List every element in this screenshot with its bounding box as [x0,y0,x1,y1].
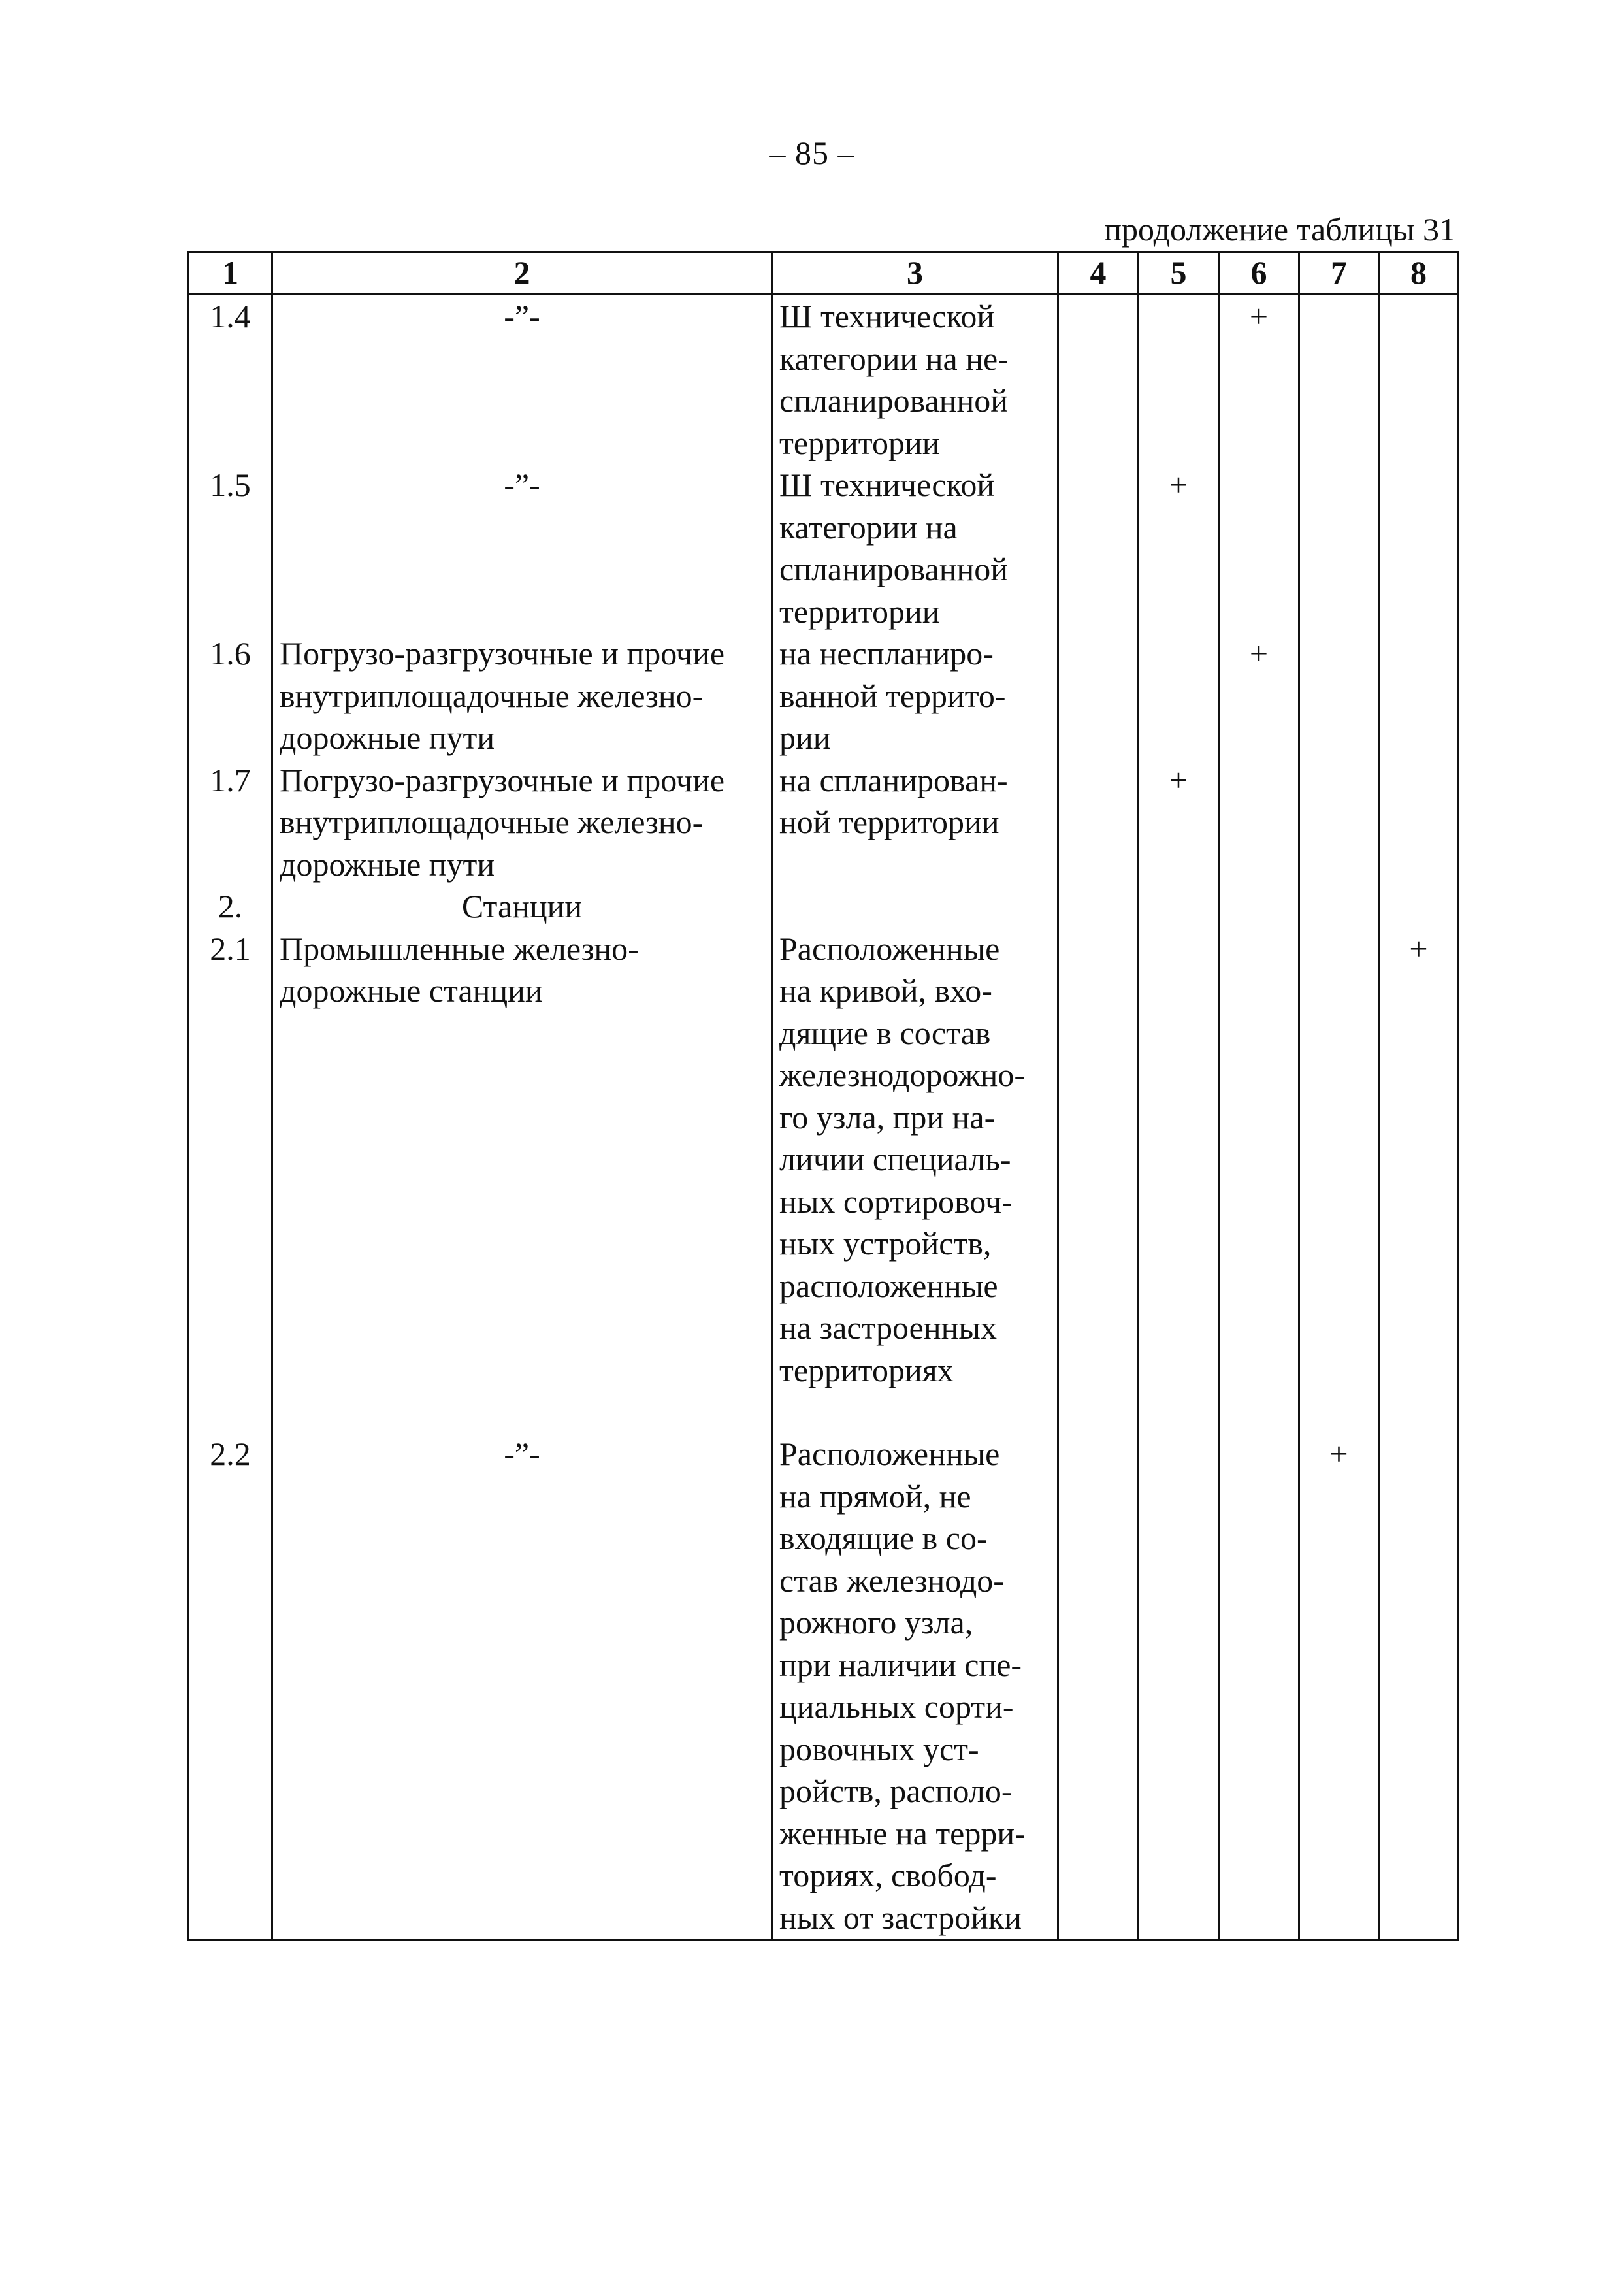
row-name [272,1433,772,1940]
header-col-6: 6 [1219,252,1299,295]
header-col-3: 3 [772,252,1058,295]
mark-col-8 [1379,1433,1459,1940]
row-number: 1.4 [189,295,272,465]
page-number: – 85 – [769,135,855,171]
description-line: ториях, свобод- [779,1857,997,1893]
table-row [189,632,1459,759]
description-line: расположенные [779,1267,998,1304]
description-line: рии [779,719,831,756]
description-line: рожного узла, [779,1604,973,1641]
row-number: 2. [189,885,272,928]
mark-col-8 [1379,295,1459,465]
description-line: ровочных уст- [779,1730,979,1767]
row-name [272,632,772,759]
description-line: ной территории [779,804,999,840]
table-continuation-label: продолжение таблицы 31 [1104,211,1455,248]
description-line: на неспланиро- [779,635,994,672]
description-line: Расположенные [779,1435,1000,1472]
mark-col-4 [1058,1433,1139,1940]
description-line: входящие в со- [779,1520,988,1556]
mark-col-5: + [1139,759,1219,886]
mark-col-6: + [1219,295,1299,465]
mark-col-8 [1379,759,1459,886]
name-line: дорожные пути [280,845,495,883]
row-description [772,928,1058,1434]
mark-col-7: + [1299,1433,1379,1940]
row-number: 2.2 [189,1433,272,1940]
mark-col-5: + [1139,464,1219,632]
table-row [189,759,1459,886]
ditto-mark: -”- [504,467,540,503]
mark-col-6 [1219,928,1299,1434]
description-line: го узла, при на- [779,1098,996,1136]
name-line: Погрузо-разгрузочные и прочие [280,635,725,672]
mark-col-5 [1139,1433,1219,1940]
mark-col-4 [1058,928,1139,1434]
header-col-8: 8 [1379,252,1459,295]
row-number: 2.1 [189,928,272,1434]
description-line: ных сортировоч- [779,1183,1013,1220]
row-number: 1.5 [189,464,272,632]
mark-col-4 [1058,632,1139,759]
mark-col-4 [1058,464,1139,632]
mark-col-7 [1299,295,1379,465]
mark-col-6: + [1219,632,1299,759]
table-row [189,295,1459,465]
description-line: при наличии спе- [779,1646,1022,1683]
mark-col-7 [1299,632,1379,759]
description-line: Ш технической [779,467,995,503]
table-row [189,464,1459,632]
table-row [189,1433,1459,1940]
row-description [772,1433,1058,1940]
section-title: Станции [272,885,772,928]
description-line: на застроенных [779,1309,997,1346]
description-line: личии специаль- [779,1141,1011,1177]
mark-col-7 [1299,464,1379,632]
description-line: на спланирован- [779,761,1008,798]
row-number: 1.7 [189,759,272,886]
mark-col-4 [1058,759,1139,886]
header-col-7: 7 [1299,252,1379,295]
description-line: ных от застройки [779,1899,1022,1936]
name-line: дорожные пути [280,719,495,756]
section-row [189,885,1459,928]
mark-col-8: + [1379,928,1459,1434]
description-line: женные на терри- [779,1814,1026,1852]
name-line: Погрузо-разгрузочные и прочие [280,761,725,798]
mark-col-6 [1219,1433,1299,1940]
description-line: ванной террито- [779,677,1006,714]
mark-col-5 [1139,928,1219,1434]
description-line: спланированной [779,382,1009,419]
mark-col-6 [1219,759,1299,886]
mark-col-8 [1379,632,1459,759]
name-line: дорожные станции [280,972,543,1009]
header-row [189,252,1459,295]
ditto-mark: -”- [504,1435,540,1472]
mark-col-5 [1139,295,1219,465]
description-line: Расположенные [779,930,1000,967]
row-description [772,632,1058,759]
description-line: ных устройств, [779,1225,992,1262]
row-name [272,759,772,886]
row-name [272,295,772,465]
name-line: внутриплощадочные железно- [280,677,704,714]
mark-col-6 [1219,464,1299,632]
name-line: внутриплощадочные железно- [280,804,704,840]
mark-col-4 [1058,295,1139,465]
row-number: 1.6 [189,632,272,759]
description-line: территории [779,593,940,630]
description-line: категории на [779,508,958,546]
description-line: на прямой, не [779,1477,971,1515]
description-line: железнодорожно- [779,1057,1026,1093]
mark-col-7 [1299,759,1379,886]
mark-col-7 [1299,928,1379,1434]
header-col-2: 2 [272,252,772,295]
description-line: дящие в состав [779,1014,991,1051]
mark-col-8 [1379,464,1459,632]
description-line: территориях [779,1351,954,1388]
description-line: территории [779,424,940,461]
header-col-5: 5 [1139,252,1219,295]
row-name [272,464,772,632]
description-line: Ш технической [779,298,995,335]
header-col-4: 4 [1058,252,1139,295]
description-line: циальных сорти- [779,1688,1014,1725]
ditto-mark: -”- [504,298,540,335]
description-line: на кривой, вхо- [779,972,992,1009]
row-description [772,464,1058,632]
row-description [772,295,1058,465]
row-name [272,928,772,1434]
description-line: ройств, располо- [779,1773,1013,1809]
mark-col-5 [1139,632,1219,759]
description-line: став железнодо- [779,1562,1004,1599]
row-description [772,759,1058,886]
description-line: категории на не- [779,340,1009,377]
table-row [189,928,1459,1434]
description-line: спланированной [779,551,1009,587]
header-col-1: 1 [189,252,272,295]
data-table [187,251,1459,1941]
name-line: Промышленные железно- [280,930,639,967]
